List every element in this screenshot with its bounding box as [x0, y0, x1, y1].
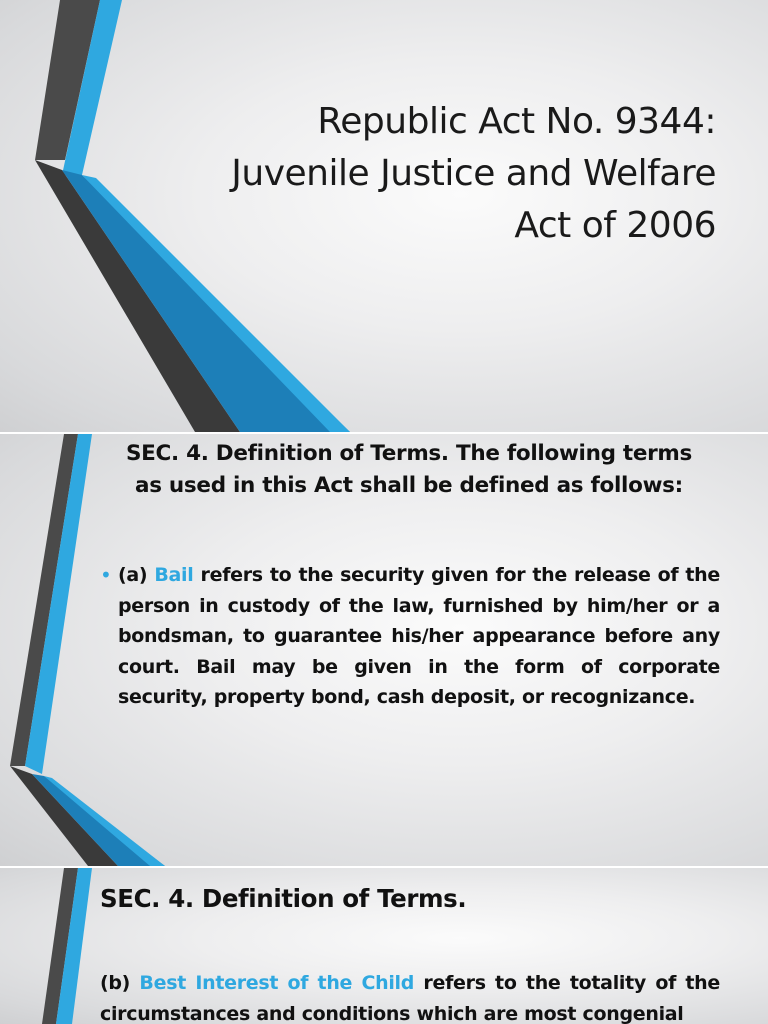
definition-body: refers to the totality of the circumstances and conditions which are most congenial — [100, 972, 720, 1024]
title-line: Republic Act No. 9344: — [317, 101, 716, 142]
presentation-title — [76, 96, 716, 252]
bullet-icon: • — [100, 563, 112, 587]
defined-term: Bail — [154, 564, 194, 586]
section-heading — [104, 438, 714, 502]
slide-definition-best-interest — [0, 868, 768, 1024]
item-prefix: (b) — [100, 972, 140, 994]
slide-title — [0, 0, 768, 432]
title-line: Act of 2006 — [514, 205, 716, 246]
definition-text — [118, 560, 720, 713]
heading-line: as used in this Act shall be defined as follows: — [135, 473, 683, 498]
defined-term: Best Interest of the Child — [139, 972, 415, 994]
definition-text — [100, 968, 720, 1024]
item-prefix: (a) — [118, 564, 155, 586]
slide-definition-bail — [0, 434, 768, 866]
section-heading: SEC. 4. Definition of Terms. — [100, 884, 467, 913]
definition-body: refers to the security given for the release of the person in custody of the law, furnished by him/her or a bondsman, to guarantee his/her appearance before any court. Bail may be given in the form of corporate security, property bond, cash deposit, or recognizance. — [118, 564, 720, 708]
definition-bullet — [100, 560, 720, 713]
title-line: Juvenile Justice and Welfare — [231, 153, 716, 194]
heading-line: SEC. 4. Definition of Terms. The following terms — [125, 441, 693, 466]
